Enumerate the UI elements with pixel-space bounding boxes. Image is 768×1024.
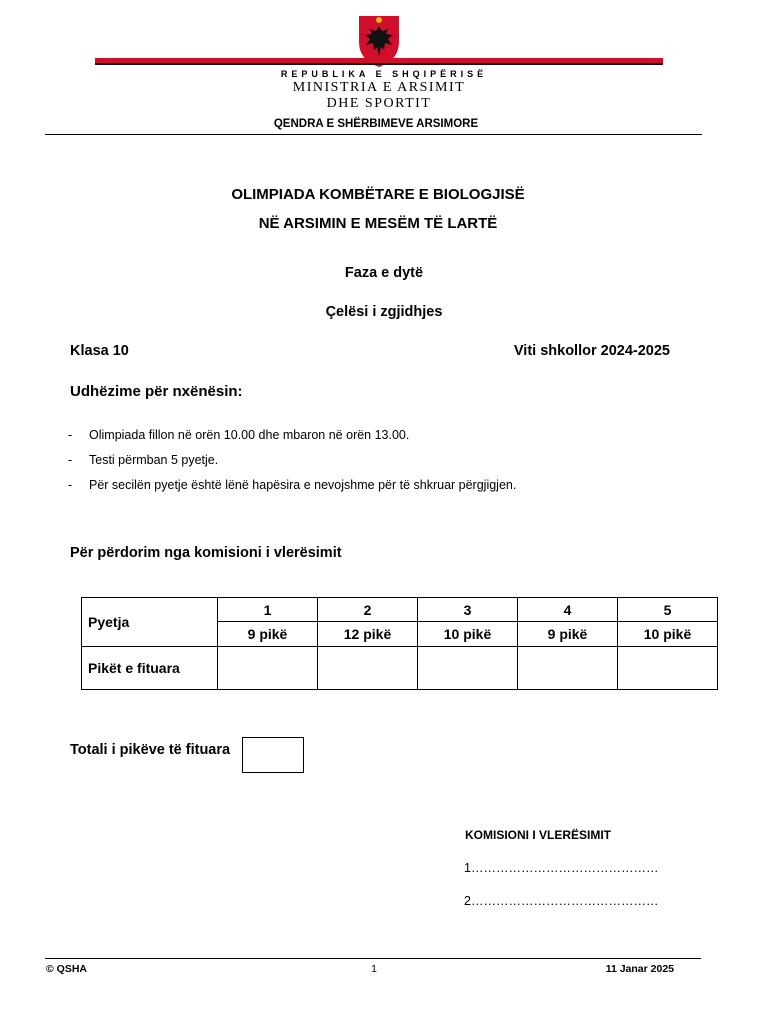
instructions-heading: Udhëzime për nxënësin:	[70, 383, 243, 400]
question-points: 10 pikë	[418, 622, 518, 647]
list-item	[68, 478, 516, 503]
document-title-line-2: NË ARSIMIN E MESËM TË LARTË	[258, 215, 498, 232]
republic-name: REPUBLIKA E SHQIPËRISË	[280, 69, 488, 79]
commission-signature-line-2: 2………………………………………	[464, 894, 659, 908]
question-points: 9 pikë	[218, 622, 318, 647]
question-number: 1	[218, 598, 318, 622]
question-points: 10 pikë	[618, 622, 718, 647]
earned-points-cell[interactable]	[418, 647, 518, 690]
earned-points-cell[interactable]	[218, 647, 318, 690]
ministry-line-1: MINISTRIA E ARSIMIT	[292, 80, 466, 95]
school-year-label: Viti shkollor 2024-2025	[513, 343, 670, 359]
ministry-line-2: DHE SPORTIT	[326, 96, 432, 111]
page-number: 1	[371, 963, 377, 975]
bullet-dash: -	[68, 453, 73, 467]
question-points: 9 pikë	[518, 622, 618, 647]
score-table	[81, 597, 718, 690]
total-score-box[interactable]	[242, 737, 304, 773]
question-number: 5	[618, 598, 718, 622]
footer-date: 11 Janar 2025	[605, 963, 674, 975]
footer-copyright: © QSHA	[46, 963, 87, 975]
commission-heading: KOMISIONI I VLERËSIMIT	[465, 828, 612, 842]
total-label: Totali i pikëve të fituara	[70, 742, 231, 758]
list-item	[68, 453, 516, 478]
header-divider	[45, 134, 702, 135]
earned-points-cell[interactable]	[618, 647, 718, 690]
question-points: 12 pikë	[318, 622, 418, 647]
document-title-line-1: OLIMPIADA KOMBËTARE E BIOLOGJISË	[231, 186, 525, 203]
instruction-text: Për secilën pyetje është lënë hapësira e nevojshme për të shkruar përgjigjen.	[89, 478, 517, 492]
header-black-bar	[95, 63, 663, 65]
ministry-name	[0, 80, 758, 112]
question-number: 2	[318, 598, 418, 622]
question-row-label: Pyetja	[82, 598, 218, 647]
table-row	[82, 647, 718, 690]
bullet-dash: -	[68, 478, 73, 492]
agency-name: QENDRA E SHËRBIMEVE ARSIMORE	[273, 118, 479, 130]
question-number: 4	[518, 598, 618, 622]
answer-key-label: Çelësi i zgjidhjes	[325, 304, 443, 320]
earned-points-cell[interactable]	[518, 647, 618, 690]
table-row	[82, 598, 718, 622]
instruction-text: Olimpiada fillon në orën 10.00 dhe mbaron në orën 13.00.	[89, 428, 410, 442]
question-number: 3	[418, 598, 518, 622]
earned-points-cell[interactable]	[318, 647, 418, 690]
class-label: Klasa 10	[70, 343, 129, 359]
instructions-list	[68, 428, 516, 503]
footer-divider	[45, 958, 701, 959]
evaluation-heading: Për përdorim nga komisioni i vlerësimit	[70, 545, 342, 561]
list-item	[68, 428, 516, 453]
bullet-dash: -	[68, 428, 73, 442]
phase-label: Faza e dytë	[344, 265, 424, 281]
earned-points-label: Pikët e fituara	[82, 647, 218, 690]
instruction-text: Testi përmban 5 pyetje.	[89, 453, 219, 467]
commission-signature-line-1: 1………………………………………	[464, 861, 659, 875]
